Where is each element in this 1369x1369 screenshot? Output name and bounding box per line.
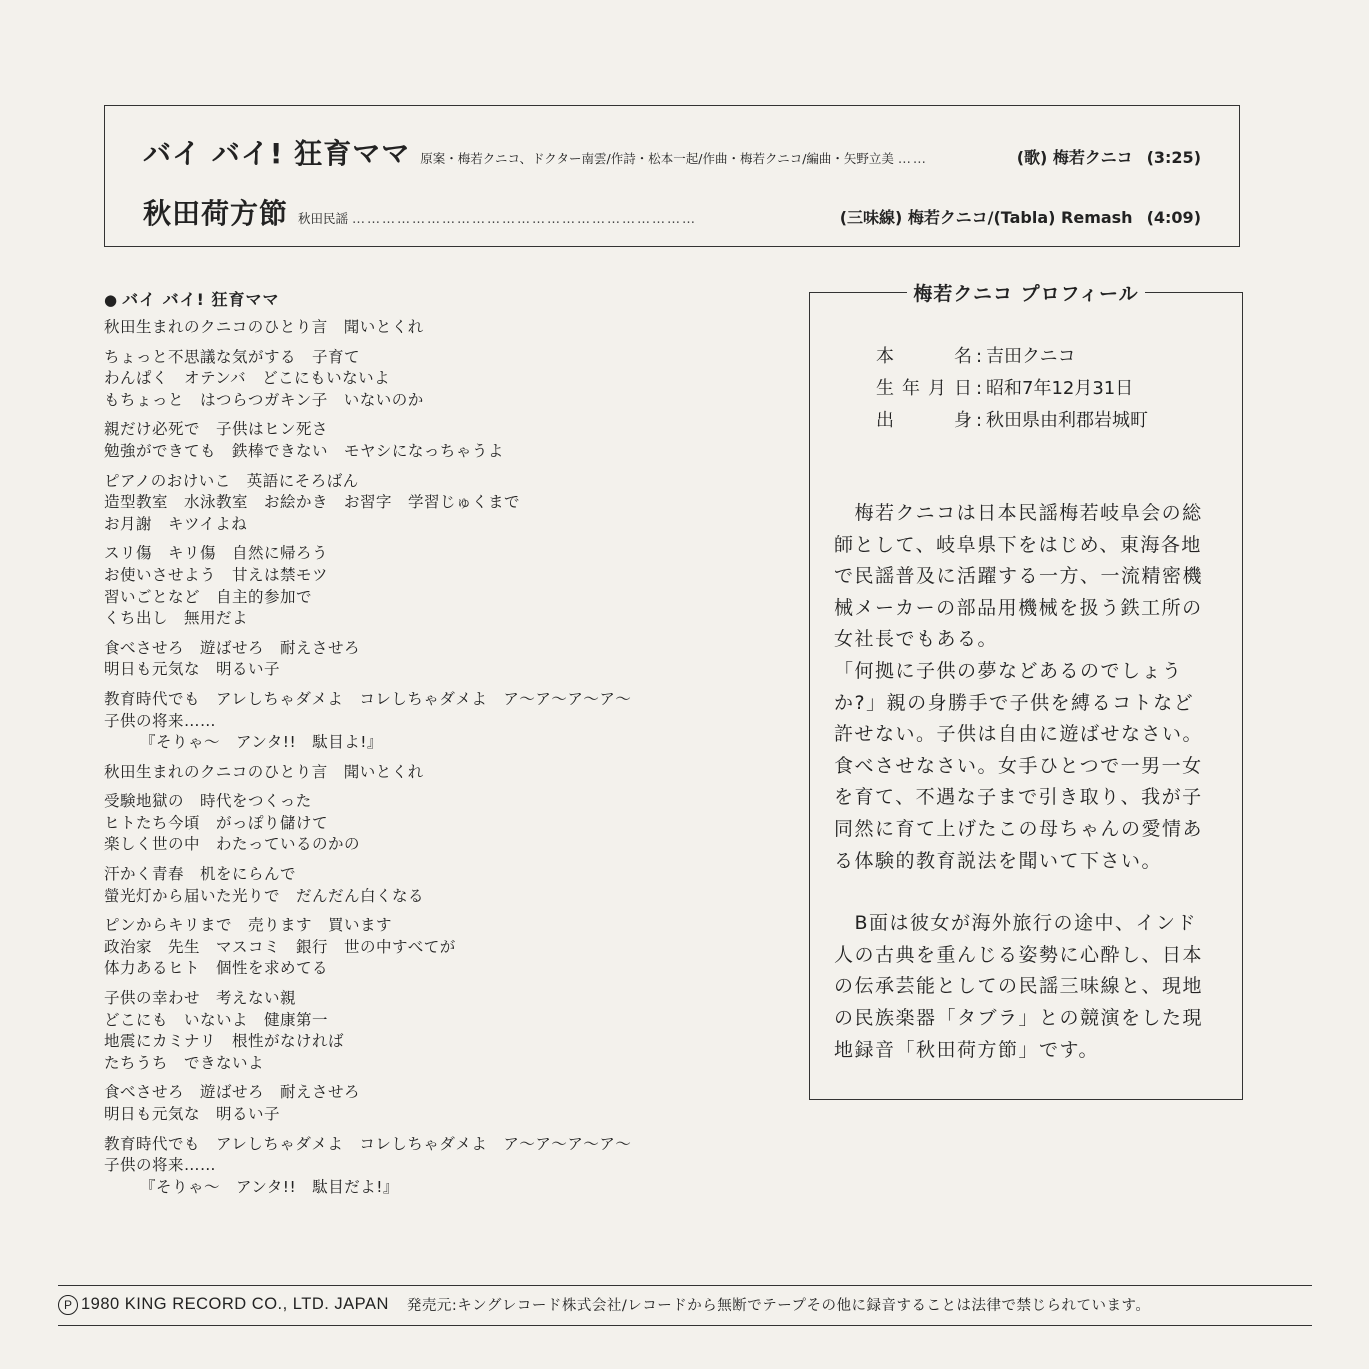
lyric-line: 親だけ必死で 子供はヒン死さ — [104, 420, 329, 439]
profile-paragraph-line: の民族楽器「タブラ」との競演をした現 — [834, 1006, 1204, 1029]
distributor-notice: 発売元:キングレコード株式会社/レコードから無断でテープその他に録音することは法律で禁じられています。 — [406, 1298, 1151, 1314]
track-credits: 原案・梅若クニコ、ドクター南雲/作詩・松本一起/作曲・梅若クニコ/編曲・矢野立美 — [420, 151, 894, 166]
lyric-line: 体力あるヒト 個性を求めてる — [104, 959, 329, 978]
profile-paragraph-line: 人の古典を重んじる姿勢に心酔し、日本 — [834, 943, 1204, 966]
profile-paragraph-line: B面は彼女が海外旅行の途中、インド — [834, 912, 1198, 935]
track-title: バイ バイ! 狂育ママ — [143, 137, 411, 170]
lyric-line: 秋田生まれのクニコのひとり言 聞いとくれ — [104, 762, 424, 781]
fact-label-char: 本 — [876, 346, 894, 367]
lyric-line: わんぱく オテンバ どこにもいないよ — [104, 369, 391, 388]
lyric-stanza — [104, 419, 784, 462]
profile-paragraph-line: 械メーカーの部品用機械を扱う鉄工所の — [834, 596, 1203, 619]
lyric-stanza — [104, 1082, 784, 1125]
lyric-line: 食べさせろ 遊ばせろ 耐えさせろ — [104, 638, 361, 657]
profile-facts — [876, 341, 1148, 437]
track-title: 秋田荷方節 — [143, 197, 289, 230]
footer — [58, 1294, 1312, 1315]
lyrics-stanzas — [104, 317, 784, 1198]
footer-rule — [58, 1285, 1312, 1286]
track-leader-dots: …… — [897, 152, 928, 167]
lyric-line: くち出し 無用だよ — [104, 609, 249, 628]
lyric-stanza — [104, 791, 784, 856]
lyric-stanza — [104, 471, 784, 536]
profile-paragraph-line: を育て、不遇な子まで引き取り、我が子 — [834, 786, 1203, 809]
lyric-line: たちうち できないよ — [104, 1053, 265, 1072]
lyrics-title-text: バイ バイ! 狂育ママ — [122, 290, 280, 309]
lyric-stanza — [104, 317, 784, 339]
fact-value: 秋田県由利郡岩城町 — [986, 410, 1148, 431]
profile-title-text: 梅若クニコ プロフィール — [907, 283, 1144, 305]
lyric-line: 明日も元気な 明るい子 — [104, 1105, 281, 1123]
profile-paragraph-line: 同然に育て上げたこの母ちゃんの愛情あ — [834, 817, 1204, 840]
profile-fact — [876, 373, 1148, 405]
fact-label — [876, 405, 972, 437]
lyric-line: お月謝 キツイよね — [104, 514, 248, 533]
lyric-line: 教育時代でも アレしちゃダメよ コレしちゃダメよ ア〜ア〜ア〜ア〜 — [104, 1134, 632, 1153]
lyric-line: 楽しく世の中 わたっているのかの — [104, 835, 361, 854]
track-leader-dots: …………………………………………………………… — [352, 212, 698, 227]
fact-label-char: 年 — [902, 378, 920, 399]
lyric-stanza — [104, 543, 784, 629]
lyric-line: ピンからキリまで 売ります 買います — [104, 916, 393, 935]
lyric-line: スリ傷 キリ傷 自然に帰ろう — [104, 544, 329, 563]
lyric-stanza — [104, 864, 784, 907]
track-listing-box — [104, 105, 1240, 247]
copyright-text: 1980 KING RECORD CO., LTD. JAPAN — [81, 1295, 389, 1313]
lyric-line: 子供の幸わせ 考えない親 — [104, 989, 297, 1008]
lyric-line: 教育時代でも アレしちゃダメよ コレしちゃダメよ ア〜ア〜ア〜ア〜 — [104, 689, 632, 708]
fact-label-char: 生 — [876, 378, 894, 399]
lyric-line: 汗かく青春 机をにらんで — [104, 865, 297, 884]
lyric-line: 『そりゃ〜 アンタ!! 駄目よ!』 — [140, 733, 383, 752]
phonogram-copyright-icon: P — [58, 1295, 78, 1315]
fact-colon: : — [975, 378, 983, 399]
profile-description — [834, 498, 1226, 1097]
lyric-line: ちょっと不思議な気がする 子育て — [104, 347, 361, 366]
profile-paragraph — [834, 908, 1226, 1066]
lyric-line: ヒトたち今頃 がっぽり儲けて — [104, 813, 329, 832]
lyric-line: 『そりゃ〜 アンタ!! 駄目だよ!』 — [140, 1177, 399, 1196]
fact-colon: : — [975, 410, 983, 431]
lyric-line: 食べさせろ 遊ばせろ 耐えさせろ — [104, 1083, 361, 1102]
track-credits: 秋田民謡 — [298, 211, 349, 226]
fact-label-char: 日 — [954, 378, 972, 399]
lyric-line: 螢光灯から届いた光りで だんだん白くなる — [104, 886, 425, 905]
profile-paragraph-line: 師として、岐阜県下をはじめ、東海各地 — [834, 533, 1202, 556]
lyric-line: 政治家 先生 マスコミ 銀行 世の中すべてが — [104, 937, 456, 956]
profile-fact — [876, 341, 1148, 373]
profile-paragraph — [834, 498, 1226, 877]
fact-label — [876, 341, 972, 373]
track-duration: (3:25) — [1146, 148, 1201, 167]
fact-value: 吉田クニコ — [986, 346, 1076, 367]
fact-label-char: 名 — [954, 346, 972, 367]
profile-paragraph-line: の伝承芸能としての民謡三味線と、現地 — [834, 975, 1204, 998]
lyric-line: もちょっと はつらつガキン子 いないのか — [104, 390, 424, 409]
profile-paragraph-line: 「何拠に子供の夢などあるのでしょう — [834, 659, 1183, 682]
profile-paragraph-line: 食べさせなさい。女手ひとつで一男一女 — [834, 754, 1203, 777]
lyric-line: 子供の将来…… — [104, 1156, 217, 1175]
profile-paragraph-line: 許せない。子供は自由に遊ばせなさい。 — [834, 723, 1204, 746]
fact-label-char: 身 — [954, 410, 972, 431]
lyric-line: 勉強ができても 鉄棒できない モヤシになっちゃうよ — [104, 441, 504, 460]
lyric-line: 子供の将来…… — [104, 711, 217, 730]
fact-colon: : — [975, 346, 983, 367]
lyric-stanza — [104, 1134, 784, 1199]
track-performer: (歌) 梅若クニコ — [1016, 148, 1133, 167]
profile-title — [810, 279, 1242, 306]
lyric-stanza — [104, 638, 784, 681]
lyric-line: お使いさせよう 甘えは禁モツ — [104, 565, 329, 584]
fact-label-char: 出 — [876, 410, 894, 431]
profile-paragraph-line: で民謡普及に活躍する一方、一流精密機 — [834, 565, 1204, 588]
profile-paragraph-line: 地録音「秋田荷方節」です。 — [834, 1038, 1099, 1061]
lyrics-title — [104, 287, 784, 310]
bullet-icon: ● — [104, 291, 119, 309]
fact-label-char: 月 — [928, 378, 946, 399]
footer-rule — [58, 1325, 1312, 1326]
profile-paragraph-line: 女社長でもある。 — [834, 628, 999, 651]
lyric-stanza — [104, 762, 784, 784]
track-duration: (4:09) — [1146, 208, 1201, 227]
profile-paragraph-line: 梅若クニコは日本民謡梅若岐阜会の総 — [834, 502, 1203, 524]
lyric-line: 地震にカミナリ 根性がなければ — [104, 1032, 345, 1051]
profile-paragraph-line: か?」親の身勝手で子供を縛るコトなど — [834, 691, 1195, 714]
track-row — [143, 132, 1201, 172]
lyric-line: 明日も元気な 明るい子 — [104, 660, 281, 679]
lyric-line: 習いごとなど 自主的参加で — [104, 587, 313, 606]
lyric-line: ピアノのおけいこ 英語にそろばん — [104, 471, 359, 490]
fact-value: 昭和7年12月31日 — [986, 378, 1134, 399]
lyric-stanza — [104, 347, 784, 412]
lyric-stanza — [104, 988, 784, 1074]
profile-paragraph-line: る体験的教育説法を聞いて下さい。 — [834, 849, 1163, 872]
lyrics-section — [104, 287, 784, 1206]
lyric-line: 秋田生まれのクニコのひとり言 聞いとくれ — [104, 318, 424, 336]
track-performer: (三味線) 梅若クニコ/(Tabla) Remash — [839, 208, 1133, 227]
lyric-line: 造型教室 水泳教室 お絵かき お習字 学習じゅくまで — [104, 493, 521, 512]
lyric-line: 受験地獄の 時代をつくった — [104, 792, 312, 811]
lyric-stanza — [104, 915, 784, 980]
track-row — [143, 192, 1201, 232]
profile-box — [809, 283, 1243, 1100]
lyric-stanza — [104, 689, 784, 754]
lyric-line: どこにも いないよ 健康第一 — [104, 1010, 329, 1029]
profile-fact — [876, 405, 1148, 437]
fact-label — [876, 373, 972, 405]
